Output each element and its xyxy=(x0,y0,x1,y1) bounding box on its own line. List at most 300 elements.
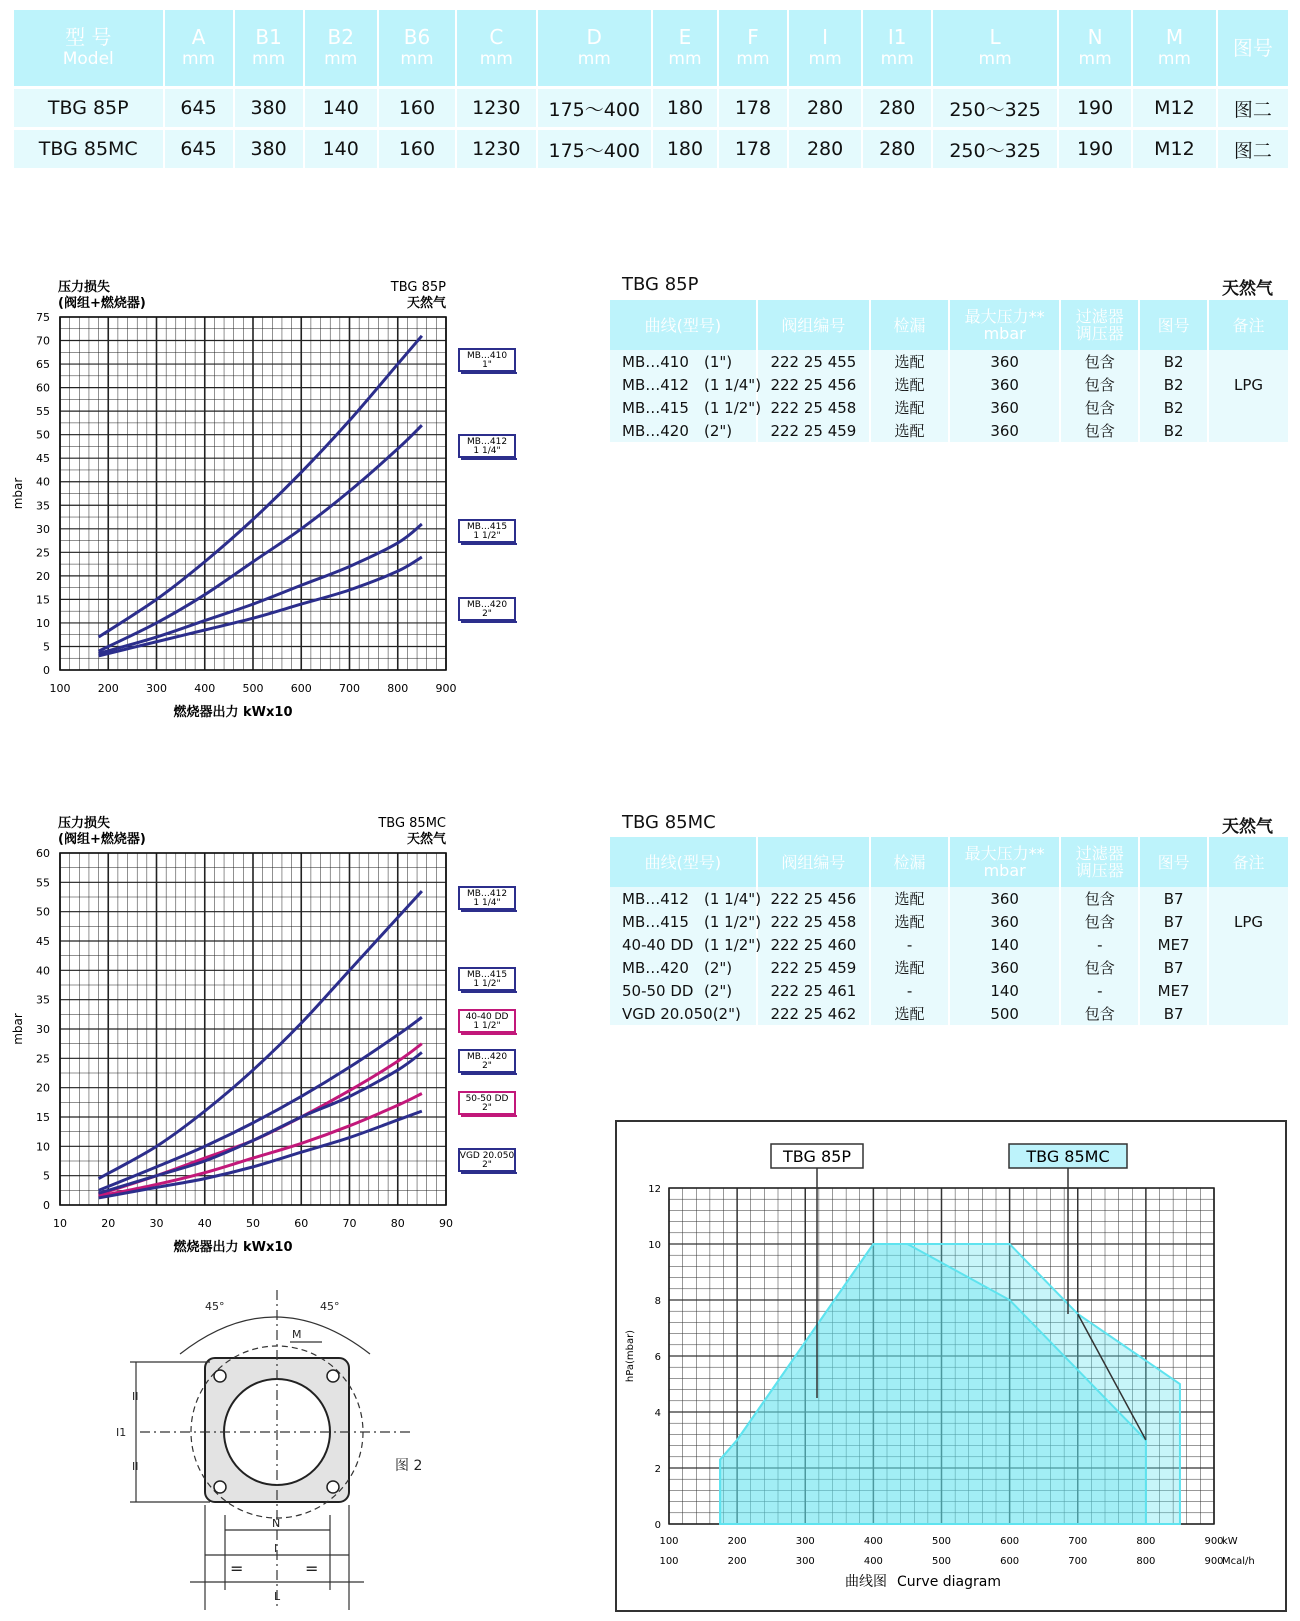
legend-size: 1 1/4" xyxy=(473,446,501,456)
i1-lower-label: II xyxy=(132,1460,139,1473)
y-tick-label: 35 xyxy=(36,499,50,513)
valve-cell: 222 25 458 xyxy=(758,396,869,419)
x-tick-label-mcal: 200 xyxy=(727,1556,747,1567)
x-tick-label-kw: 300 xyxy=(795,1536,815,1547)
chart-title-left: 压力损失 xyxy=(58,280,111,295)
dim-header-label: C xyxy=(489,25,504,49)
valve-cell: B2 xyxy=(1140,350,1207,373)
y-tick-label: 25 xyxy=(36,1052,50,1066)
valve-cell: 包含 xyxy=(1061,373,1138,396)
n-label: N xyxy=(272,1517,281,1530)
valve-header-6 xyxy=(1209,300,1288,350)
i-label: I xyxy=(274,1542,278,1555)
valve-header-2 xyxy=(871,300,948,350)
valve-cell: B2 xyxy=(1140,396,1207,419)
legend-label: MB…420 xyxy=(466,1052,508,1062)
legend-label: MB…415 xyxy=(466,970,508,980)
y-tick-label: 55 xyxy=(36,876,50,890)
dim-header-unit: mm xyxy=(577,49,611,69)
dim-header-label: I xyxy=(822,25,829,49)
y-tick-label: 25 xyxy=(36,546,50,560)
y-tick-label: 60 xyxy=(36,381,50,395)
dim-header-unit: mm xyxy=(400,49,434,69)
dim-header-unit: mm xyxy=(880,49,914,69)
dim-header-4 xyxy=(379,10,455,86)
valve-cell: 360 xyxy=(950,956,1059,979)
y-tick-label: 5 xyxy=(43,640,50,654)
valve-cell xyxy=(1209,1002,1288,1025)
valve-row xyxy=(610,910,1288,933)
y-tick-label: 75 xyxy=(36,311,50,324)
x-tick-label: 40 xyxy=(197,1217,212,1230)
y-tick-label: 20 xyxy=(36,569,50,583)
valve-header-6 xyxy=(1209,837,1288,887)
x-tick-label-mcal: 400 xyxy=(863,1556,883,1567)
dimension-cell: 1230 xyxy=(457,127,535,168)
valve-cell: 包含 xyxy=(1061,396,1138,419)
chart-title-left: 压力损失 xyxy=(58,816,111,831)
curve-model-cell xyxy=(610,910,762,933)
legend-size: 2" xyxy=(482,1160,492,1170)
y-tick-label: 30 xyxy=(36,522,50,536)
valve-header-label: 图号 xyxy=(1157,315,1190,335)
dimension-row xyxy=(14,127,1288,168)
valve-cell: 选配 xyxy=(871,910,948,933)
bolt-hole xyxy=(327,1481,339,1493)
dimension-cell: TBG 85P xyxy=(14,86,163,127)
valve-header-label: 过滤器 xyxy=(1075,307,1124,326)
valve-cell: 222 25 461 xyxy=(758,979,869,1002)
y-tick-label: 45 xyxy=(36,935,50,948)
dim-header-label: I1 xyxy=(887,25,907,49)
y-tick-label: 10 xyxy=(648,1240,661,1251)
dimension-cell: M12 xyxy=(1133,86,1216,127)
legend-size: 2" xyxy=(482,1061,492,1071)
dimension-cell: 280 xyxy=(789,127,861,168)
legend-size: 2" xyxy=(482,1103,492,1113)
valve-table-85mc xyxy=(608,837,1290,1025)
valve-header-4 xyxy=(1061,837,1138,887)
dimension-cell: 645 xyxy=(165,127,233,168)
dimension-cell: 178 xyxy=(719,86,787,127)
dim-header-label: B6 xyxy=(403,25,431,49)
section-fuel-85mc: 天然气 xyxy=(1222,817,1273,837)
y-tick-label: 15 xyxy=(36,1111,50,1124)
valve-header-label: 备注 xyxy=(1232,315,1265,335)
x-tick-label: 200 xyxy=(97,682,119,695)
y-tick-label: 5 xyxy=(43,1169,50,1183)
valve-cell xyxy=(1209,887,1288,910)
dimension-cell: M12 xyxy=(1133,127,1216,168)
valve-cell: 222 25 459 xyxy=(758,956,869,979)
dimension-cell: 380 xyxy=(235,86,303,127)
x-tick-label-mcal: 600 xyxy=(1000,1556,1020,1567)
legend-size: 1 1/2" xyxy=(473,531,501,541)
y-tick-label: 20 xyxy=(36,1081,50,1095)
valve-table-85p xyxy=(608,300,1290,442)
x-tick-label-mcal: 100 xyxy=(659,1556,679,1567)
x-tick-label-kw: 700 xyxy=(1068,1536,1088,1547)
curve-model: 40-40 DD xyxy=(622,935,694,954)
legend-label: 40-40 DD xyxy=(465,1012,509,1022)
curve-model: MB…412 xyxy=(622,889,689,908)
legend-entry xyxy=(459,1092,517,1116)
valve-cell: 140 xyxy=(950,933,1059,956)
valve-cell: 222 25 460 xyxy=(758,933,869,956)
valve-header-2 xyxy=(871,837,948,887)
valve-header-label: 检漏 xyxy=(893,852,926,872)
dim-header-unit: Model xyxy=(62,49,114,69)
dimension-cell: 190 xyxy=(1059,86,1131,127)
dimension-header-row xyxy=(14,10,1288,86)
curve-model-cell xyxy=(610,979,756,1002)
x-unit-kw: kW xyxy=(1222,1536,1238,1547)
valve-cell: 360 xyxy=(950,887,1059,910)
valve-cell: B7 xyxy=(1140,887,1207,910)
curve-size: (1 1/2") xyxy=(704,398,762,417)
valve-row xyxy=(610,1002,1288,1025)
x-tick-label-mcal: 800 xyxy=(1136,1556,1156,1567)
dimension-cell: 175～400 xyxy=(538,86,651,127)
curve-model: MB…415 xyxy=(622,398,689,417)
series-label-text: TBG 85MC xyxy=(1026,1147,1110,1166)
l-label: L xyxy=(274,1590,281,1603)
valve-header-0 xyxy=(610,837,756,887)
dim-header-unit: mm xyxy=(1157,49,1191,69)
y-tick-label: 0 xyxy=(43,664,50,677)
valve-cell: 360 xyxy=(950,373,1059,396)
chart-title-right: TBG 85MC xyxy=(378,816,446,831)
x-tick-label: 10 xyxy=(53,1217,67,1230)
chart-subtitle-right: 天然气 xyxy=(406,832,446,847)
dim-header-label: N xyxy=(1087,25,1103,49)
dim-header-14 xyxy=(1218,10,1288,86)
curve-size: (1") xyxy=(704,352,733,371)
dim-header-2 xyxy=(235,10,303,86)
valve-cell: 选配 xyxy=(871,887,948,910)
curve-size: (2") xyxy=(704,981,733,1000)
dimension-cell: 140 xyxy=(305,86,377,127)
dimension-cell: 1230 xyxy=(457,86,535,127)
x-tick-label: 700 xyxy=(339,682,360,695)
valve-header-row xyxy=(610,837,1288,887)
valve-cell: - xyxy=(871,979,948,1002)
dimension-row xyxy=(14,86,1288,127)
valve-cell xyxy=(1209,396,1288,419)
valve-cell: 选配 xyxy=(871,419,948,442)
valve-header-label: 最大压力** xyxy=(964,844,1045,863)
angle-label-1: 45° xyxy=(205,1300,225,1313)
valve-header-5 xyxy=(1140,300,1207,350)
dim-header-5 xyxy=(457,10,535,86)
dim-header-label: 图号 xyxy=(1232,36,1273,60)
x-tick-label: 300 xyxy=(146,682,167,695)
legend-label: MB…410 xyxy=(466,351,508,361)
legend-entry xyxy=(459,1010,517,1034)
dim-header-label: D xyxy=(586,25,602,49)
x-axis-label: 燃烧器出力 kWx10 xyxy=(173,705,293,720)
valve-cell: 选配 xyxy=(871,956,948,979)
legend-size: 1 1/2" xyxy=(473,979,501,989)
curve-size: (1 1/4") xyxy=(704,889,762,908)
y-tick-label: 50 xyxy=(36,428,50,442)
curve-size: (2") xyxy=(704,958,733,977)
valve-cell: 140 xyxy=(950,979,1059,1002)
valve-header-label: 检漏 xyxy=(893,315,926,335)
valve-header-row xyxy=(610,300,1288,350)
dimension-cell: 178 xyxy=(719,127,787,168)
valve-cell: 360 xyxy=(950,910,1059,933)
valve-cell: 选配 xyxy=(871,373,948,396)
dim-header-10 xyxy=(863,10,931,86)
dimension-cell: 图二 xyxy=(1218,127,1288,168)
valve-cell xyxy=(1209,419,1288,442)
bolt-hole xyxy=(214,1370,226,1382)
curve-model: MB…420 xyxy=(622,421,689,440)
valve-cell: B2 xyxy=(1140,419,1207,442)
x-tick-label-kw: 800 xyxy=(1136,1536,1156,1547)
dim-header-7 xyxy=(653,10,717,86)
legend-label: VGD 20.050 xyxy=(459,1151,515,1161)
x-tick-label: 800 xyxy=(387,682,409,695)
dimension-cell: 160 xyxy=(379,86,455,127)
valve-cell: LPG xyxy=(1209,373,1288,396)
dim-header-unit: mm xyxy=(978,49,1012,69)
y-tick-label: 35 xyxy=(36,993,50,1007)
curve-model-cell xyxy=(610,419,756,442)
dimension-cell: 190 xyxy=(1059,127,1131,168)
valve-cell: 500 xyxy=(950,1002,1059,1025)
dim-header-8 xyxy=(719,10,787,86)
curve-model: VGD 20.050 xyxy=(622,1004,713,1023)
chart-subtitle-left: (阀组+燃烧器) xyxy=(58,832,146,847)
valve-header-label: 阀组编号 xyxy=(781,315,846,335)
valve-header-label: 阀组编号 xyxy=(781,852,846,872)
curve-size: (2") xyxy=(712,1004,741,1023)
legend-entry xyxy=(459,1149,517,1173)
valve-row xyxy=(610,887,1288,910)
x-tick-label-kw: 500 xyxy=(931,1536,952,1547)
valve-cell xyxy=(1209,933,1288,956)
dim-header-13 xyxy=(1133,10,1216,86)
dim-header-label: F xyxy=(747,25,759,49)
y-tick-label: 2 xyxy=(654,1464,661,1475)
valve-header-label: 曲线(型号) xyxy=(644,852,722,872)
bolt-hole xyxy=(327,1370,339,1382)
y-tick-label: 10 xyxy=(36,616,50,630)
section-title-85p: TBG 85P xyxy=(622,274,699,295)
y-tick-label: 40 xyxy=(36,964,50,978)
y-tick-label: 40 xyxy=(36,475,50,489)
valve-header-label: 曲线(型号) xyxy=(644,315,722,335)
valve-cell: 222 25 458 xyxy=(758,910,869,933)
y-tick-label: 0 xyxy=(43,1199,50,1212)
dimension-table xyxy=(12,10,1290,168)
valve-cell: 包含 xyxy=(1061,887,1138,910)
x-tick-label: 80 xyxy=(390,1217,405,1230)
valve-cell: 360 xyxy=(950,419,1059,442)
eq-label-left: = xyxy=(230,1559,244,1578)
x-tick-label-mcal: 300 xyxy=(795,1556,815,1567)
x-tick-label-mcal: 700 xyxy=(1068,1556,1088,1567)
section-title-85mc: TBG 85MC xyxy=(622,812,716,833)
y-tick-label: 4 xyxy=(654,1408,661,1419)
curve-diagram xyxy=(617,1122,1283,1608)
legend-entry xyxy=(459,1050,517,1074)
x-tick-label-kw: 600 xyxy=(1000,1536,1020,1547)
valve-cell: 222 25 462 xyxy=(758,1002,869,1025)
valve-cell: 222 25 455 xyxy=(758,350,869,373)
dim-header-label: B1 xyxy=(255,25,282,49)
y-tick-label: 55 xyxy=(36,405,50,419)
x-tick-label-kw: 400 xyxy=(863,1536,883,1547)
dim-header-unit: mm xyxy=(1078,49,1112,69)
dim-header-0 xyxy=(14,10,163,86)
valve-cell: B7 xyxy=(1140,1002,1207,1025)
valve-cell: B7 xyxy=(1140,910,1207,933)
x-tick-label: 50 xyxy=(246,1217,260,1230)
pressure-loss-chart-85p xyxy=(0,265,520,720)
legend-entry xyxy=(459,520,517,544)
dimension-cell: 175～400 xyxy=(538,127,651,168)
valve-header-4 xyxy=(1061,300,1138,350)
valve-row xyxy=(610,979,1288,1002)
y-tick-label: 30 xyxy=(36,1023,50,1036)
valve-cell: - xyxy=(871,933,948,956)
x-axis-label-en: Curve diagram xyxy=(897,1574,1001,1590)
i1-upper-label: II xyxy=(132,1390,139,1403)
dimension-cell: 280 xyxy=(863,86,931,127)
x-tick-label: 60 xyxy=(294,1217,309,1230)
legend-size: 2" xyxy=(482,609,492,619)
dimension-cell: 280 xyxy=(863,127,931,168)
flange-diagram xyxy=(116,1290,470,1620)
y-tick-label: 70 xyxy=(36,334,50,348)
dim-header-9 xyxy=(789,10,861,86)
valve-cell: 360 xyxy=(950,396,1059,419)
legend-entry xyxy=(459,887,517,911)
valve-cell: 选配 xyxy=(871,1002,948,1025)
y-axis-label: hPa(mbar) xyxy=(625,1329,636,1383)
valve-header-1 xyxy=(758,300,869,350)
curve-model: MB…412 xyxy=(622,375,689,394)
dim-header-label: L xyxy=(989,25,1001,49)
valve-header-label: 调压器 xyxy=(1075,861,1124,880)
valve-cell: ME7 xyxy=(1140,933,1207,956)
valve-header-5 xyxy=(1140,837,1207,887)
valve-header-label: mbar xyxy=(983,324,1026,343)
bolt-hole xyxy=(214,1481,226,1493)
legend-label: MB…420 xyxy=(466,600,508,610)
y-tick-label: 65 xyxy=(36,358,50,372)
valve-cell xyxy=(1209,350,1288,373)
chart-subtitle-left: (阀组+燃烧器) xyxy=(58,296,146,311)
curve-model: MB…410 xyxy=(622,352,689,371)
dim-header-unit: mm xyxy=(736,49,770,69)
x-tick-label-mcal: 900 xyxy=(1204,1556,1224,1567)
valve-cell xyxy=(1209,956,1288,979)
dim-header-label: E xyxy=(678,25,692,49)
legend-label: MB…412 xyxy=(466,437,508,447)
valve-header-label: 过滤器 xyxy=(1075,844,1124,863)
valve-row xyxy=(610,933,1288,956)
legend-label: MB…412 xyxy=(466,889,508,899)
y-tick-label: 8 xyxy=(654,1296,661,1307)
dimension-cell: 图二 xyxy=(1218,86,1288,127)
x-tick-label-mcal: 500 xyxy=(931,1556,952,1567)
dim-header-label: M xyxy=(1165,25,1184,49)
dim-header-label: B2 xyxy=(327,25,354,49)
eq-label-right: = xyxy=(305,1559,319,1578)
angle-arc xyxy=(180,1317,370,1354)
m-label: M xyxy=(292,1328,302,1341)
chart-grid xyxy=(60,853,446,1205)
legend-label: MB…415 xyxy=(466,522,508,532)
valve-header-3 xyxy=(950,300,1059,350)
valve-cell: 包含 xyxy=(1061,956,1138,979)
valve-header-label: 最大压力** xyxy=(964,307,1045,326)
curve-model-cell xyxy=(610,887,762,910)
x-tick-label: 900 xyxy=(435,682,457,695)
curve-model-cell xyxy=(610,933,762,956)
dimension-cell: 180 xyxy=(653,86,717,127)
dim-header-unit: mm xyxy=(252,49,286,69)
dim-header-1 xyxy=(165,10,233,86)
chart-subtitle-right: 天然气 xyxy=(406,296,446,311)
dimension-cell: 160 xyxy=(379,127,455,168)
y-axis-label: mbar xyxy=(11,477,25,510)
x-axis-label-cn: 曲线图 xyxy=(845,1574,887,1590)
curve-model: 50-50 DD xyxy=(622,981,694,1000)
x-tick-label: 400 xyxy=(194,682,216,695)
y-tick-label: 45 xyxy=(36,452,50,466)
valve-cell: - xyxy=(1061,979,1138,1002)
curve-size: (1 1/2") xyxy=(704,935,762,954)
dim-header-3 xyxy=(305,10,377,86)
dimension-cell: 250～325 xyxy=(933,86,1057,127)
valve-header-label: 图号 xyxy=(1157,852,1190,872)
dim-header-label: A xyxy=(191,25,206,49)
valve-cell: B2 xyxy=(1140,373,1207,396)
valve-row xyxy=(610,350,1288,373)
y-tick-label: 15 xyxy=(36,593,50,607)
valve-row xyxy=(610,396,1288,419)
dim-header-unit: mm xyxy=(668,49,702,69)
valve-cell: LPG xyxy=(1209,910,1288,933)
valve-row xyxy=(610,956,1288,979)
x-unit-mcal: Mcal/h xyxy=(1222,1556,1255,1567)
curve-size: (1 1/2") xyxy=(704,912,762,931)
x-tick-label: 100 xyxy=(49,682,71,695)
legend-entry xyxy=(459,349,517,373)
y-tick-label: 10 xyxy=(36,1140,50,1154)
curve-model-cell xyxy=(610,350,756,373)
dim-header-label: 型 号 xyxy=(65,25,112,49)
dim-header-11 xyxy=(933,10,1057,86)
dim-header-12 xyxy=(1059,10,1131,86)
valve-row xyxy=(610,419,1288,442)
x-tick-label: 90 xyxy=(439,1217,453,1230)
x-tick-label: 600 xyxy=(290,682,312,695)
chart-title-right: TBG 85P xyxy=(390,280,446,295)
valve-header-0 xyxy=(610,300,756,350)
dim-header-unit: mm xyxy=(808,49,842,69)
valve-cell: 222 25 456 xyxy=(758,373,869,396)
series-label-text: TBG 85P xyxy=(783,1147,851,1166)
figure-label: 图 2 xyxy=(395,1458,423,1474)
valve-cell: ME7 xyxy=(1140,979,1207,1002)
valve-row xyxy=(610,373,1288,396)
